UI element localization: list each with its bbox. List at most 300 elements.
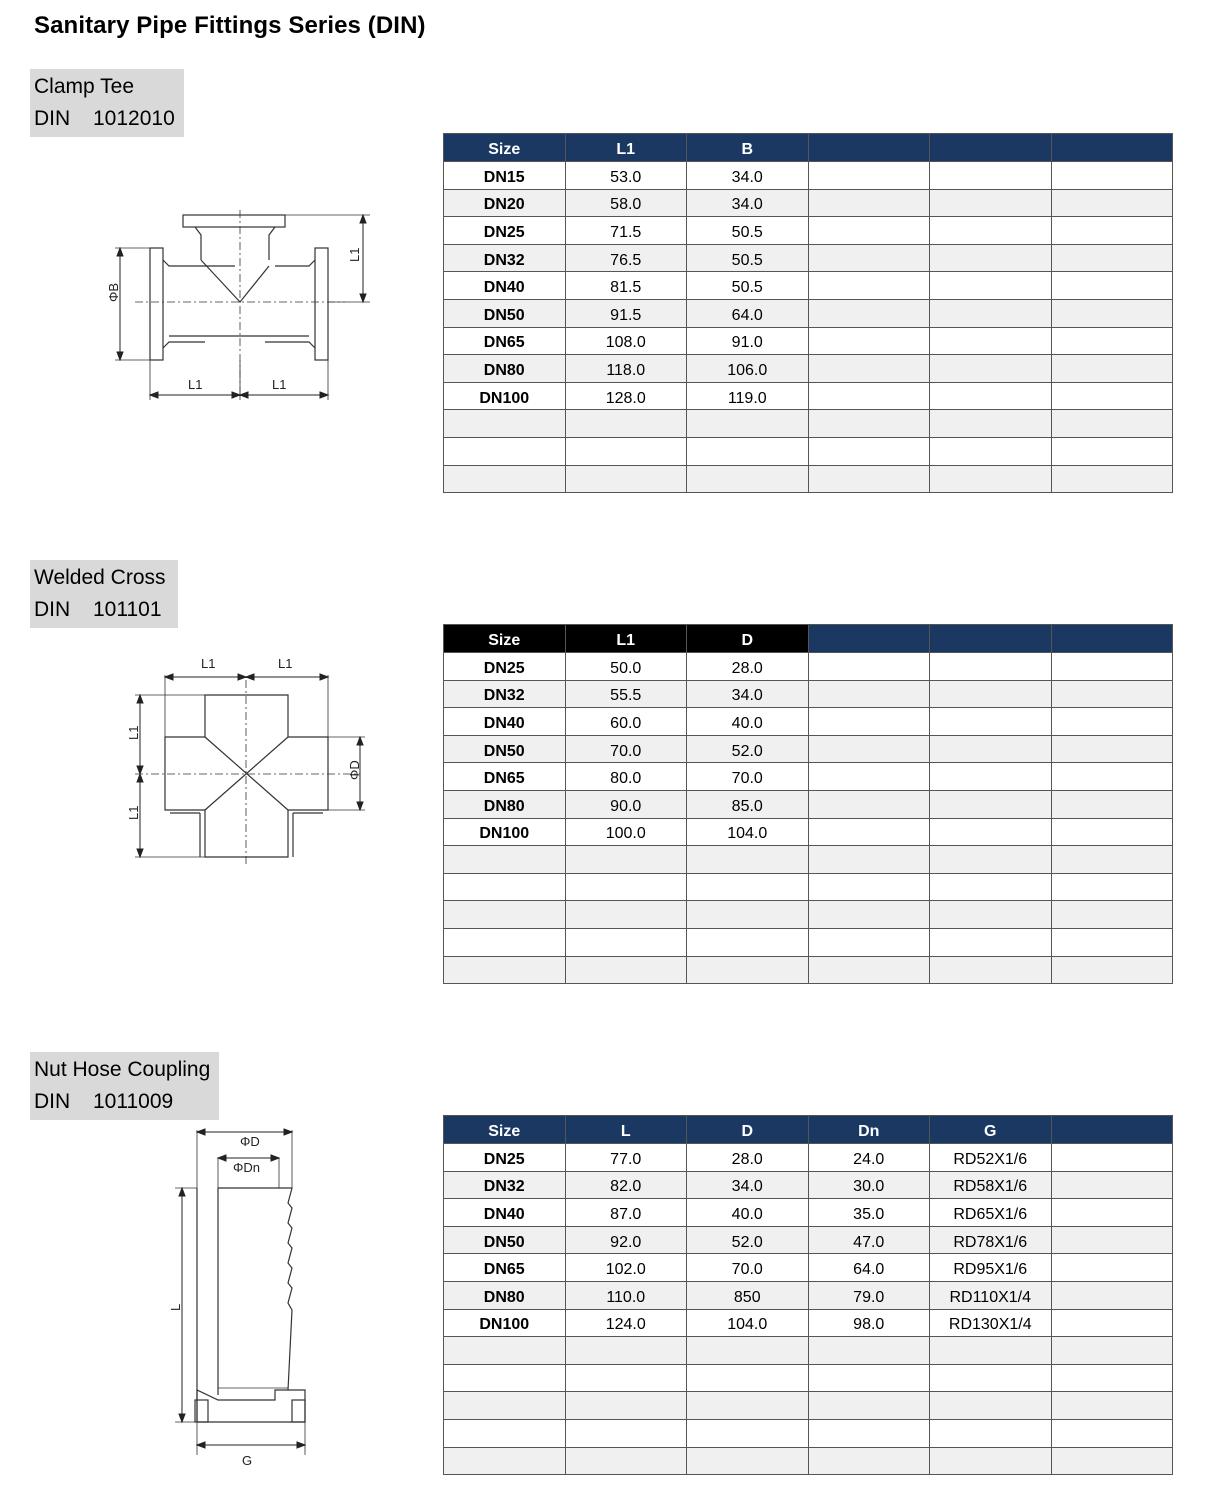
nut-hose-coupling-table [443, 1115, 1173, 1475]
value-cell: 52.0 [687, 1226, 809, 1254]
size-cell: DN25 [444, 1144, 566, 1172]
value-cell: 87.0 [565, 1199, 687, 1227]
value-cell [808, 272, 930, 300]
size-cell: DN50 [444, 735, 566, 763]
value-cell [1051, 928, 1173, 956]
value-cell [808, 437, 930, 465]
value-cell: 106.0 [687, 355, 809, 383]
value-cell [930, 653, 1052, 681]
table-row [444, 735, 1173, 763]
value-cell: 81.5 [565, 272, 687, 300]
dim-label-l1-vert: L1 [347, 247, 362, 262]
table-row [444, 217, 1173, 245]
section-label-clamp-tee [30, 69, 184, 137]
section-label-nut-hose-coupling [30, 1052, 219, 1120]
section-name: Welded Cross [34, 566, 166, 589]
value-cell: 55.5 [565, 680, 687, 708]
code-number: 101101 [93, 598, 162, 621]
value-cell: 77.0 [565, 1144, 687, 1172]
size-cell: DN65 [444, 327, 566, 355]
value-cell [930, 437, 1052, 465]
value-cell: 71.5 [565, 217, 687, 245]
value-cell [565, 410, 687, 438]
value-cell [687, 437, 809, 465]
column-header [808, 134, 930, 162]
section-label-welded-cross [30, 560, 178, 628]
value-cell: 30.0 [808, 1171, 930, 1199]
value-cell [930, 189, 1052, 217]
size-cell: DN100 [444, 1309, 566, 1337]
value-cell [565, 901, 687, 929]
dim-label-l1-top-right: L1 [278, 656, 293, 671]
size-cell [444, 1337, 566, 1365]
value-cell [808, 1337, 930, 1365]
value-cell [808, 217, 930, 245]
value-cell: 91.0 [687, 327, 809, 355]
value-cell: RD65X1/6 [930, 1199, 1052, 1227]
value-cell: 50.0 [565, 653, 687, 681]
value-cell [930, 1392, 1052, 1420]
page-title: Sanitary Pipe Fittings Series (DIN) [34, 12, 426, 39]
value-cell [1051, 846, 1173, 874]
section-code [34, 594, 172, 626]
size-cell: DN20 [444, 189, 566, 217]
table-row [444, 846, 1173, 874]
value-cell [930, 162, 1052, 190]
size-cell: DN80 [444, 790, 566, 818]
standard-label: DIN [34, 107, 71, 130]
value-cell [808, 708, 930, 736]
value-cell [1051, 217, 1173, 245]
value-cell: RD95X1/6 [930, 1254, 1052, 1282]
value-cell: 85.0 [687, 790, 809, 818]
value-cell: 118.0 [565, 355, 687, 383]
value-cell: RD58X1/6 [930, 1171, 1052, 1199]
value-cell [1051, 272, 1173, 300]
table-row [444, 465, 1173, 493]
value-cell [1051, 1419, 1173, 1447]
value-cell [1051, 735, 1173, 763]
value-cell [930, 410, 1052, 438]
value-cell: 80.0 [565, 763, 687, 791]
value-cell [1051, 465, 1173, 493]
section-code [34, 103, 178, 135]
value-cell [808, 901, 930, 929]
code-number: 1011009 [93, 1090, 174, 1113]
welded-cross-drawing [115, 650, 380, 870]
value-cell [808, 1447, 930, 1475]
value-cell: 104.0 [687, 818, 809, 846]
value-cell [687, 410, 809, 438]
value-cell [930, 680, 1052, 708]
size-cell: DN40 [444, 708, 566, 736]
value-cell [808, 680, 930, 708]
column-header: Size [444, 134, 566, 162]
value-cell: 58.0 [565, 189, 687, 217]
value-cell [808, 410, 930, 438]
value-cell [1051, 244, 1173, 272]
value-cell: RD52X1/6 [930, 1144, 1052, 1172]
value-cell: 40.0 [687, 1199, 809, 1227]
value-cell [808, 790, 930, 818]
clamp-tee-drawing [95, 190, 385, 405]
column-header [808, 625, 930, 653]
size-cell [444, 465, 566, 493]
value-cell: 91.5 [565, 299, 687, 327]
value-cell: 34.0 [687, 189, 809, 217]
size-cell [444, 1447, 566, 1475]
section-name: Nut Hose Coupling [34, 1058, 211, 1081]
value-cell [930, 735, 1052, 763]
column-header [1051, 134, 1173, 162]
value-cell [565, 1447, 687, 1475]
value-cell: 50.5 [687, 244, 809, 272]
value-cell [930, 272, 1052, 300]
table-row [444, 956, 1173, 984]
dim-label-l1-top-left: L1 [201, 656, 216, 671]
value-cell [930, 327, 1052, 355]
value-cell [687, 846, 809, 874]
value-cell [1051, 873, 1173, 901]
value-cell [1051, 189, 1173, 217]
column-header [930, 134, 1052, 162]
size-cell [444, 873, 566, 901]
value-cell [930, 244, 1052, 272]
value-cell [930, 873, 1052, 901]
value-cell [808, 189, 930, 217]
value-cell [1051, 162, 1173, 190]
value-cell [1051, 299, 1173, 327]
value-cell [1051, 437, 1173, 465]
value-cell [930, 763, 1052, 791]
value-cell: 70.0 [687, 1254, 809, 1282]
value-cell: 110.0 [565, 1281, 687, 1309]
column-header: L1 [565, 134, 687, 162]
value-cell: 52.0 [687, 735, 809, 763]
value-cell [930, 846, 1052, 874]
value-cell [808, 653, 930, 681]
value-cell: 34.0 [687, 1171, 809, 1199]
size-cell: DN15 [444, 162, 566, 190]
table-row [444, 818, 1173, 846]
table-row [444, 1364, 1173, 1392]
dim-label-l1-left: L1 [188, 377, 203, 392]
column-header [930, 625, 1052, 653]
table-row [444, 873, 1173, 901]
dim-label-d: ΦD [347, 760, 362, 780]
value-cell [930, 299, 1052, 327]
value-cell [687, 465, 809, 493]
value-cell [687, 873, 809, 901]
size-cell: DN32 [444, 680, 566, 708]
value-cell: 850 [687, 1281, 809, 1309]
table-row [444, 299, 1173, 327]
value-cell [930, 382, 1052, 410]
table-row [444, 189, 1173, 217]
table-row [444, 763, 1173, 791]
value-cell [1051, 382, 1173, 410]
dim-label-l: L [168, 1303, 183, 1311]
value-cell [930, 355, 1052, 383]
size-cell [444, 1419, 566, 1447]
table-row [444, 928, 1173, 956]
value-cell [808, 244, 930, 272]
section-code [34, 1086, 213, 1118]
value-cell [565, 956, 687, 984]
value-cell [1051, 327, 1173, 355]
value-cell [808, 162, 930, 190]
size-cell: DN32 [444, 244, 566, 272]
value-cell [687, 1392, 809, 1420]
value-cell: 34.0 [687, 680, 809, 708]
value-cell: 60.0 [565, 708, 687, 736]
value-cell: 90.0 [565, 790, 687, 818]
value-cell [930, 790, 1052, 818]
value-cell [930, 217, 1052, 245]
dim-label-b: ΦB [106, 282, 121, 302]
value-cell [1051, 763, 1173, 791]
value-cell: 64.0 [687, 299, 809, 327]
table-row [444, 410, 1173, 438]
value-cell: 64.0 [808, 1254, 930, 1282]
value-cell [565, 873, 687, 901]
value-cell: 119.0 [687, 382, 809, 410]
size-cell: DN32 [444, 1171, 566, 1199]
nut-hose-coupling-drawing [155, 1120, 315, 1475]
table-row [444, 680, 1173, 708]
standard-label: DIN [34, 598, 71, 621]
value-cell [930, 708, 1052, 736]
column-header: L [565, 1116, 687, 1144]
size-cell [444, 1392, 566, 1420]
value-cell [808, 382, 930, 410]
size-cell: DN65 [444, 763, 566, 791]
value-cell [808, 1392, 930, 1420]
table-row [444, 1171, 1173, 1199]
value-cell [930, 465, 1052, 493]
value-cell [808, 1419, 930, 1447]
value-cell: 50.5 [687, 272, 809, 300]
value-cell: 108.0 [565, 327, 687, 355]
value-cell: RD130X1/4 [930, 1309, 1052, 1337]
value-cell: 50.5 [687, 217, 809, 245]
value-cell: 24.0 [808, 1144, 930, 1172]
value-cell [930, 928, 1052, 956]
value-cell [930, 818, 1052, 846]
clamp-tee-table [443, 133, 1173, 493]
code-number: 1012010 [93, 107, 175, 130]
value-cell: 102.0 [565, 1254, 687, 1282]
table-row [444, 272, 1173, 300]
column-header: Size [444, 625, 566, 653]
size-cell: DN80 [444, 1281, 566, 1309]
value-cell [1051, 1226, 1173, 1254]
value-cell: 70.0 [565, 735, 687, 763]
value-cell [808, 763, 930, 791]
value-cell [1051, 1281, 1173, 1309]
value-cell [808, 465, 930, 493]
table-row [444, 653, 1173, 681]
table-row [444, 1447, 1173, 1475]
size-cell: DN25 [444, 217, 566, 245]
dim-label-l1-side-bottom: L1 [126, 805, 141, 820]
value-cell [808, 355, 930, 383]
value-cell [1051, 1364, 1173, 1392]
value-cell [808, 327, 930, 355]
table-row [444, 1144, 1173, 1172]
value-cell: RD110X1/4 [930, 1281, 1052, 1309]
welded-cross-table [443, 624, 1173, 984]
size-cell [444, 956, 566, 984]
value-cell [1051, 1171, 1173, 1199]
standard-label: DIN [34, 1090, 71, 1113]
value-cell [1051, 1447, 1173, 1475]
value-cell [930, 1337, 1052, 1365]
size-cell [444, 901, 566, 929]
size-cell: DN100 [444, 818, 566, 846]
column-header: L1 [565, 625, 687, 653]
value-cell: 53.0 [565, 162, 687, 190]
value-cell [687, 901, 809, 929]
table-row [444, 162, 1173, 190]
column-header: B [687, 134, 809, 162]
table-row [444, 1392, 1173, 1420]
value-cell: 128.0 [565, 382, 687, 410]
value-cell [1051, 1144, 1173, 1172]
table-row [444, 244, 1173, 272]
value-cell [1051, 708, 1173, 736]
value-cell: 92.0 [565, 1226, 687, 1254]
table-row [444, 1337, 1173, 1365]
value-cell: 35.0 [808, 1199, 930, 1227]
value-cell [808, 928, 930, 956]
dim-label-l1-right: L1 [272, 377, 287, 392]
value-cell [1051, 680, 1173, 708]
size-cell [444, 928, 566, 956]
size-cell: DN80 [444, 355, 566, 383]
size-cell: DN40 [444, 272, 566, 300]
value-cell [808, 873, 930, 901]
value-cell [808, 1364, 930, 1392]
size-cell: DN50 [444, 1226, 566, 1254]
size-cell: DN50 [444, 299, 566, 327]
value-cell: 79.0 [808, 1281, 930, 1309]
value-cell [930, 1364, 1052, 1392]
column-header: D [687, 1116, 809, 1144]
value-cell: 34.0 [687, 162, 809, 190]
value-cell: 28.0 [687, 1144, 809, 1172]
value-cell [808, 818, 930, 846]
value-cell [1051, 410, 1173, 438]
value-cell: 76.5 [565, 244, 687, 272]
table-row [444, 327, 1173, 355]
value-cell [1051, 1199, 1173, 1227]
value-cell [808, 299, 930, 327]
value-cell [687, 1364, 809, 1392]
size-cell [444, 437, 566, 465]
value-cell [930, 1447, 1052, 1475]
value-cell: 40.0 [687, 708, 809, 736]
table-row [444, 355, 1173, 383]
table-row [444, 708, 1173, 736]
value-cell: RD78X1/6 [930, 1226, 1052, 1254]
table-row [444, 901, 1173, 929]
value-cell [687, 928, 809, 956]
value-cell: 98.0 [808, 1309, 930, 1337]
value-cell [687, 956, 809, 984]
size-cell: DN40 [444, 1199, 566, 1227]
table-row [444, 382, 1173, 410]
section-name: Clamp Tee [34, 75, 134, 98]
table-row [444, 1254, 1173, 1282]
value-cell [565, 437, 687, 465]
value-cell [1051, 818, 1173, 846]
size-cell [444, 1364, 566, 1392]
table-row [444, 1226, 1173, 1254]
value-cell [808, 735, 930, 763]
value-cell: 124.0 [565, 1309, 687, 1337]
table-row [444, 790, 1173, 818]
value-cell [1051, 1309, 1173, 1337]
size-cell: DN65 [444, 1254, 566, 1282]
value-cell [565, 465, 687, 493]
dim-label-dn: ΦDn [233, 1160, 260, 1175]
column-header [1051, 1116, 1173, 1144]
value-cell [930, 1419, 1052, 1447]
value-cell [1051, 355, 1173, 383]
table-row [444, 437, 1173, 465]
table-row [444, 1309, 1173, 1337]
value-cell: 70.0 [687, 763, 809, 791]
value-cell [687, 1447, 809, 1475]
dim-label-g: G [242, 1453, 253, 1468]
value-cell [808, 956, 930, 984]
value-cell: 82.0 [565, 1171, 687, 1199]
value-cell [565, 1364, 687, 1392]
value-cell [808, 846, 930, 874]
table-row [444, 1281, 1173, 1309]
size-cell [444, 410, 566, 438]
value-cell [1051, 790, 1173, 818]
value-cell: 47.0 [808, 1226, 930, 1254]
column-header: Dn [808, 1116, 930, 1144]
value-cell: 104.0 [687, 1309, 809, 1337]
value-cell [1051, 1392, 1173, 1420]
value-cell [687, 1419, 809, 1447]
size-cell [444, 846, 566, 874]
value-cell [1051, 1337, 1173, 1365]
size-cell: DN100 [444, 382, 566, 410]
value-cell [687, 1337, 809, 1365]
value-cell [565, 928, 687, 956]
value-cell [1051, 956, 1173, 984]
value-cell [1051, 901, 1173, 929]
value-cell [1051, 653, 1173, 681]
column-header: Size [444, 1116, 566, 1144]
column-header: D [687, 625, 809, 653]
value-cell [930, 956, 1052, 984]
value-cell [565, 846, 687, 874]
value-cell [565, 1337, 687, 1365]
value-cell: 100.0 [565, 818, 687, 846]
dim-label-d: ΦD [240, 1134, 260, 1149]
dim-label-l1-side-top: L1 [126, 725, 141, 740]
value-cell: 28.0 [687, 653, 809, 681]
value-cell [930, 901, 1052, 929]
table-row [444, 1419, 1173, 1447]
column-header: G [930, 1116, 1052, 1144]
value-cell [565, 1419, 687, 1447]
